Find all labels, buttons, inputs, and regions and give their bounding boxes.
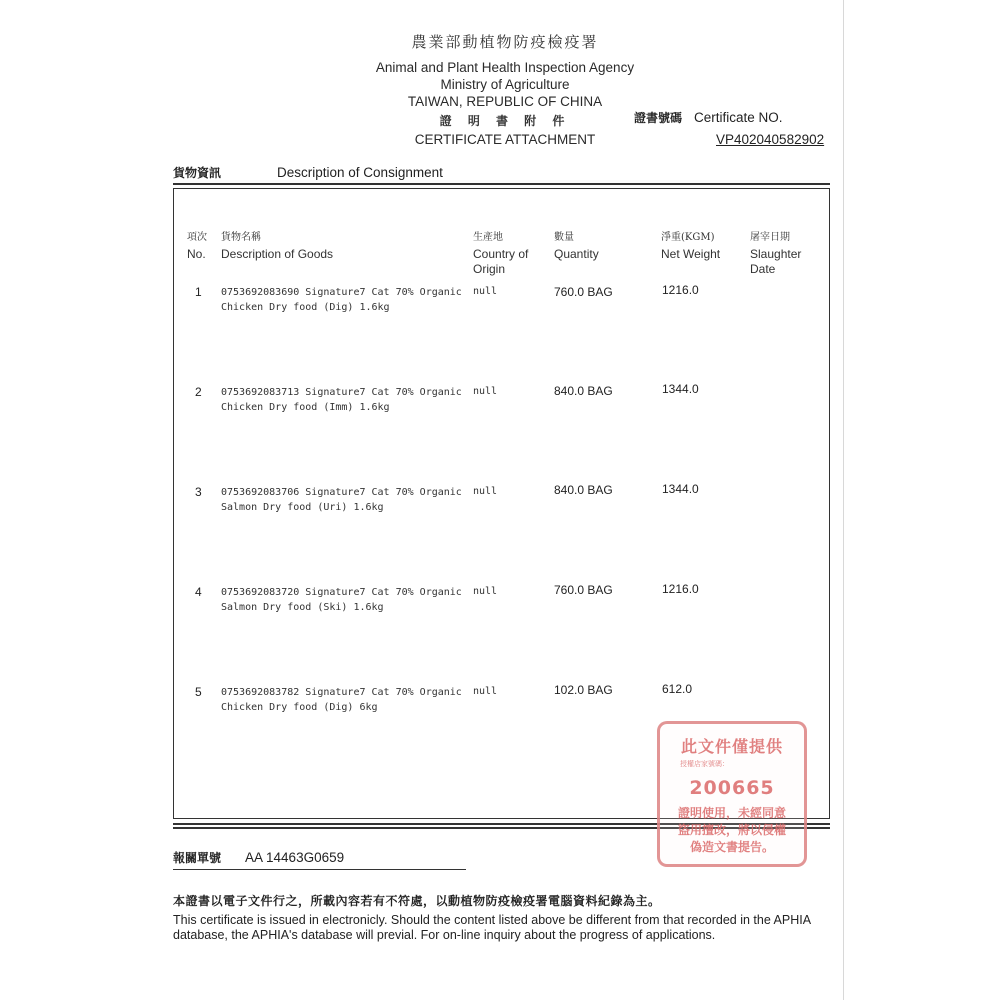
stamp-line-1: 此文件僅提供: [680, 737, 783, 756]
header-quantity-zh: 數量: [554, 232, 574, 243]
table-row-quantity: 760.0 BAG: [554, 285, 613, 299]
table-row-no: 3: [195, 485, 202, 499]
header-no-zh: 項次: [187, 232, 207, 243]
table-row-origin: null: [473, 486, 498, 497]
certificate-number-label: [634, 109, 783, 126]
stamp-number: 200665: [689, 777, 775, 799]
table-row-origin: null: [473, 286, 498, 297]
description-line: Salmon Dry food (Uri) 1.6kg: [221, 502, 384, 513]
header-net-weight-zh: 淨重(KGM): [661, 232, 715, 243]
header-description-zh: 貨物名稱: [221, 232, 261, 243]
header-no-en: No.: [187, 247, 206, 261]
header-net-weight-en: Net Weight: [661, 247, 721, 261]
table-row-net-weight: 1216.0: [662, 582, 699, 596]
table-row-description: [221, 285, 471, 315]
stamp-line-5: 偽造文書提告。: [689, 840, 774, 854]
certificate-number-label-en: Certificate NO.: [694, 110, 783, 125]
description-line: 0753692083713 Signature7 Cat 70% Organic: [221, 387, 462, 398]
table-row-description: [221, 685, 471, 715]
description-line: Chicken Dry food (Imm) 1.6kg: [221, 402, 390, 413]
table-row-description: [221, 385, 471, 415]
header-origin-en: Country of Origin: [473, 247, 529, 276]
attachment-title-zh: 證 明 書 附 件: [439, 114, 571, 128]
table-row-no: 4: [195, 585, 202, 599]
table-row-quantity: 102.0 BAG: [554, 683, 613, 697]
header-slaughter-date-zh: 屠宰日期: [750, 232, 790, 243]
declaration-value: AA 14463G0659: [245, 850, 345, 865]
footer-note-en: This certificate is issued in electronicly. Should the content listed above be different from that recorded in the APHIA database, the APHIA's database will previal. For on-line inquiry about the progress of applications.: [173, 913, 811, 942]
divider-top: [173, 183, 830, 185]
stamp-line-2: 授權店家號碼：: [680, 760, 729, 768]
declaration-label-zh: 報關單號: [173, 851, 222, 865]
table-row-no: 5: [195, 685, 202, 699]
declaration-underline: [173, 869, 466, 870]
attachment-title-en: CERTIFICATE ATTACHMENT: [414, 132, 596, 147]
header-slaughter-date-en: Slaughter Date: [750, 247, 802, 276]
header-quantity-en: Quantity: [554, 247, 599, 261]
header-origin: [473, 230, 543, 277]
table-row-no: 1: [195, 285, 202, 299]
country-title: TAIWAN, REPUBLIC OF CHINA: [407, 94, 603, 109]
description-line: 0753692083706 Signature7 Cat 70% Organic: [221, 487, 462, 498]
header-slaughter-date: [750, 230, 810, 277]
header-net-weight: [661, 230, 720, 262]
declaration-number: [173, 849, 344, 866]
table-row-quantity: 840.0 BAG: [554, 384, 613, 398]
footer-note-zh: 本證書以電子文件行之，所載內容若有不符處，以動植物防疫檢疫署電腦資料紀錄為主。: [173, 894, 661, 908]
table-row-origin: null: [473, 586, 498, 597]
description-line: 0753692083782 Signature7 Cat 70% Organic: [221, 687, 462, 698]
certificate-number-label-zh: 證書號碼: [634, 111, 683, 125]
description-line: Salmon Dry food (Ski) 1.6kg: [221, 602, 384, 613]
table-row-net-weight: 1344.0: [662, 382, 699, 396]
consignment-label-zh: 貨物資訊: [173, 166, 222, 180]
table-row-origin: null: [473, 686, 498, 697]
header-origin-zh: 生產地: [473, 232, 503, 243]
agency-title-en: Animal and Plant Health Inspection Agency: [375, 60, 635, 75]
description-line: Chicken Dry food (Dig) 6kg: [221, 702, 378, 713]
table-row-net-weight: 1216.0: [662, 283, 699, 297]
stamp-line-4: 盜用擅改，將以侵權: [677, 823, 786, 837]
stamp-line-3: 證明使用，未經同意: [677, 806, 786, 820]
header-quantity: [554, 230, 599, 262]
table-row-description: [221, 485, 471, 515]
authorization-stamp: [657, 721, 807, 867]
table-row-quantity: 840.0 BAG: [554, 483, 613, 497]
header-no: [187, 230, 207, 262]
header-description-en: Description of Goods: [221, 247, 334, 261]
table-row-description: [221, 585, 471, 615]
description-line: 0753692083690 Signature7 Cat 70% Organic: [221, 287, 462, 298]
table-row-no: 2: [195, 385, 202, 399]
ministry-title: Ministry of Agriculture: [440, 77, 570, 92]
page-edge: [843, 0, 844, 1000]
header-description: [221, 230, 333, 262]
table-row-net-weight: 1344.0: [662, 482, 699, 496]
description-line: 0753692083720 Signature7 Cat 70% Organic: [221, 587, 462, 598]
description-line: Chicken Dry food (Dig) 1.6kg: [221, 302, 390, 313]
table-row-net-weight: 612.0: [662, 682, 693, 696]
consignment-label-en: Description of Consignment: [277, 165, 443, 180]
consignment-label: [173, 164, 443, 181]
table-row-origin: null: [473, 386, 498, 397]
certificate-number-value: VP402040582902: [716, 132, 825, 147]
table-row-quantity: 760.0 BAG: [554, 583, 613, 597]
agency-title-zh: 農業部動植物防疫檢疫署: [411, 33, 599, 51]
